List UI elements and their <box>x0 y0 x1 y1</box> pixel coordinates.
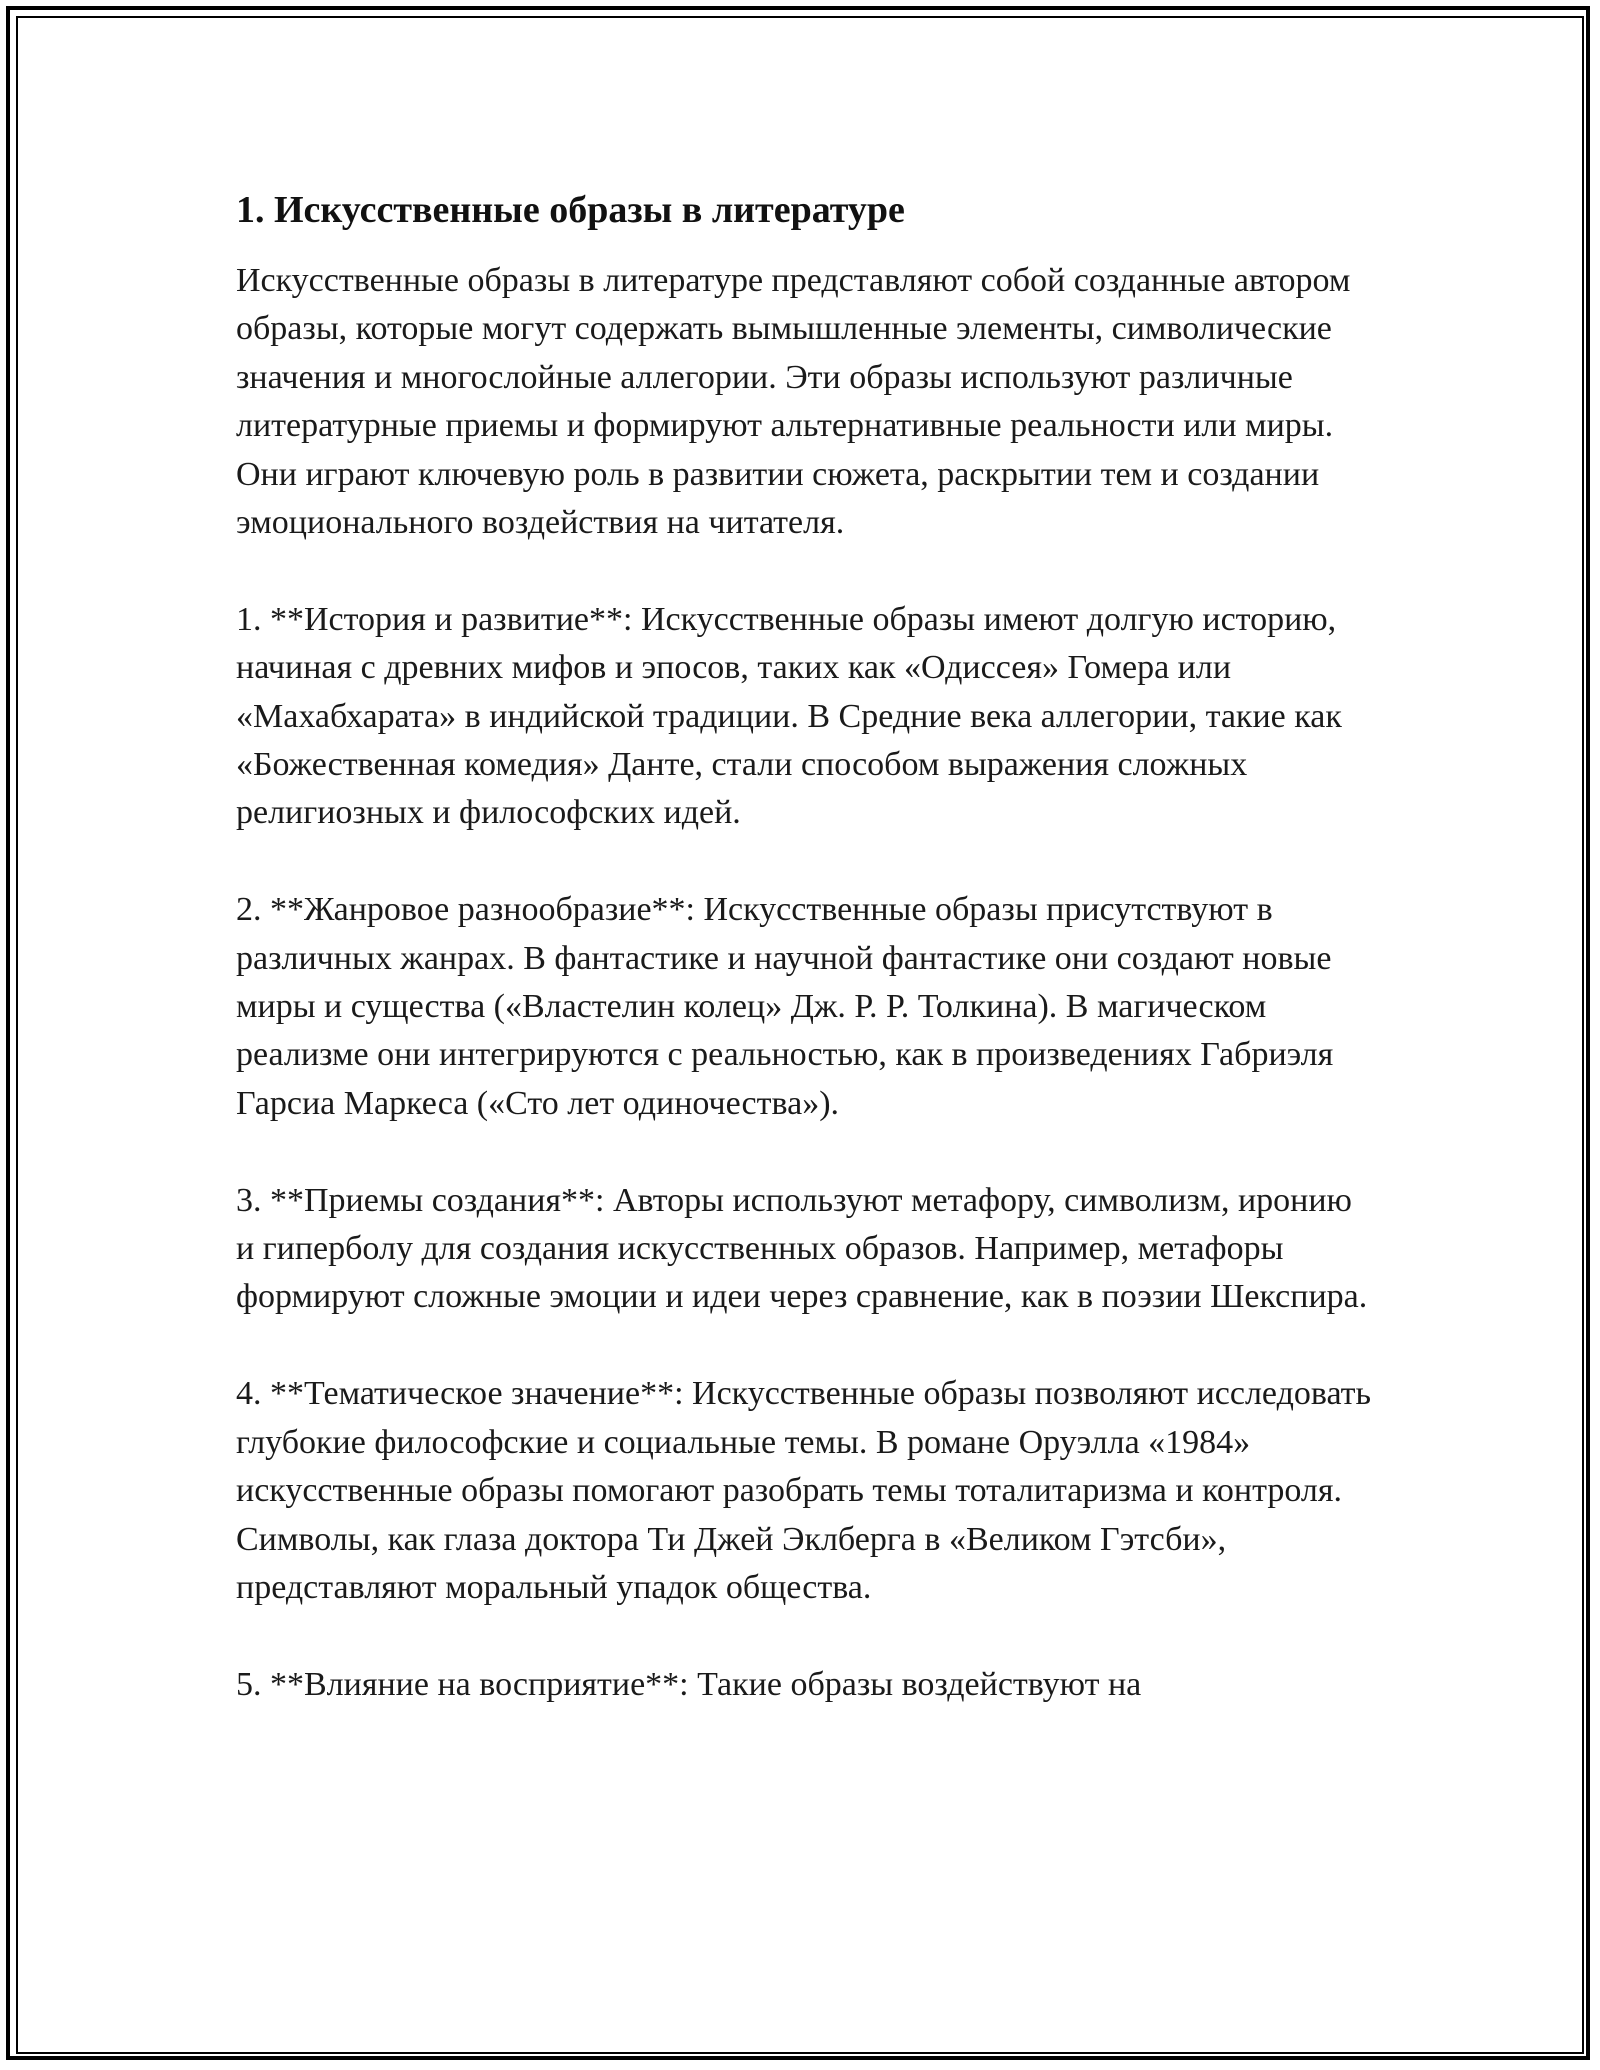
list-item-genres: 2. **Жанровое разнообразие**: Искусственные образы присутствуют в различных жанрах. В фантастике и научной фантастике они создают новые миры и существа («Властелин колец» Дж. Р. Р. Толкина). В магическом реализме они интегрируются с реальностью, как в произведениях Габриэля Гарсиа Маркеса («Сто лет одиночества»). <box>236 891 1334 1122</box>
document-page <box>236 185 1376 1758</box>
section-heading: 1. Искусственные образы в литературе <box>236 189 905 231</box>
list-item-history: 1. **История и развитие**: Искусственные образы имеют долгую историю, начиная с древних мифов и эпосов, таких как «Одиссея» Гомера или «Махабхарата» в индийской традиции. В Средние века аллегории, такие как «Божественная комедия» Данте, стали способом выражения сложных религиозных и философских идей. <box>236 600 1342 832</box>
list-item-perception: 5. **Влияние на восприятие**: Такие образы воздействуют на <box>236 1665 1142 1703</box>
list-item-thematic: 4. **Тематическое значение**: Искусственные образы позволяют исследовать глубокие философские и социальные темы. В романе Оруэлла «1984» искусственные образы помогают разобрать темы тоталитаризма и контроля. Символы, как глаза доктора Ти Джей Эклберга в «Великом Гэтсби», представляют моральный упадок общества. <box>236 1375 1372 1606</box>
intro-paragraph: Искусственные образы в литературе представляют собой созданные автором образы, которые могут содержать вымышленные элементы, символические значения и многослойные аллегории. Эти образы используют различные литературные приемы и формируют альтернативные реальности или миры. Они играют ключевую роль в развитии сюжета, раскрытии тем и создании эмоционального воздействия на читателя. <box>236 262 1351 542</box>
list-item-techniques: 3. **Приемы создания**: Авторы используют метафору, символизм, иронию и гиперболу для создания искусственных образов. Например, метафоры формируют сложные эмоции и идеи через сравнение, как в поэзии Шекспира. <box>236 1181 1368 1316</box>
